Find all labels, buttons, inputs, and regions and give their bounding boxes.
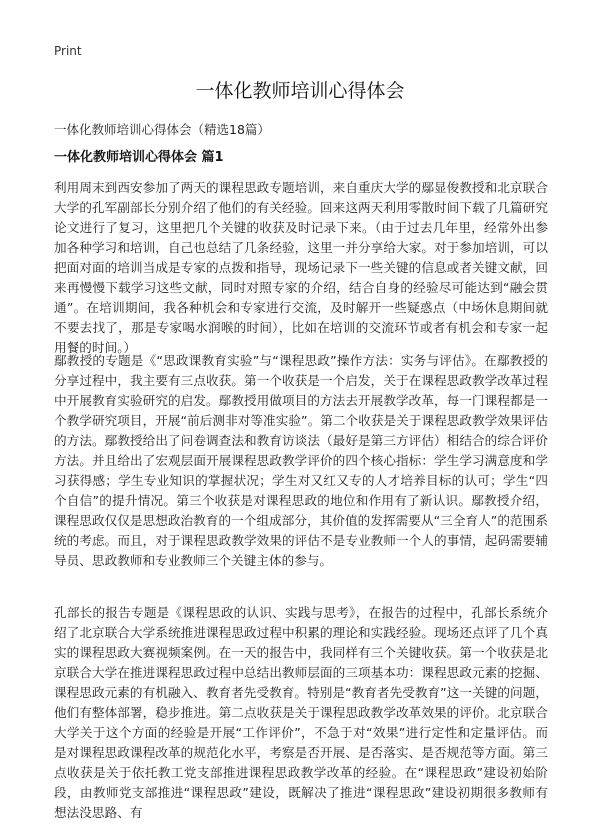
paragraph: 鄢教授的专题是《“思政课教育实验”与“课程思政”操作方法：实务与评估》。在鄢教授的分享过程中，我主要有三点收获。第一个收获是一个启发，关于在课程思政教学改革过程中开展教育实验研究的启发。鄢教授用做项目的方法去开展教学改革，每一门课程都是一个教学研究项目，开展“前后测非对等准实验”。第二个收获是关于课程思政教学效果评估的方法。鄢教授给出了问卷调查法和教育访谈法（最好是第三方评估）相结合的综合评价方法。并且给出了宏观层面开展课程思政教学评价的四个核心指标：学生学习满意度和学习获得感；学生专业知识的掌握状况；学生对又红又专的人才培养目标的认可；学生“四个自信”的提升情况。第三个收获是对课程思政的地位和作用有了新认识。鄢教授介绍，课程思政仅仅是思想政治教育的一个组成部分，其价值的发挥需要从“三全育人”的范围系统的考虑。而且，对于课程思政教学效果的评估不是专业教师一个人的事情，起码需要辅导员、思政教师和专业教师三个关键主体的参与。	[54, 353, 548, 568]
page-title: 一体化教师培训心得体会	[195, 80, 405, 102]
section-heading: 一体化教师培训心得体会 篇1	[54, 150, 224, 165]
paragraph: 利用周末到西安参加了两天的课程思政专题培训，来自重庆大学的鄢显俊教授和北京联合大学的孔军副部长分别介绍了他们的有关经验。回来这两天利用零散时间下载了几篇研究论文进行了复习，这里把几个关键的收获及时记录下来。（由于过去几年里，经常外出参加各种学习和培训，自己也总结了几条经验，这里一并分享给大家。对于参加培训，可以把面对面的培训当成是专家的点拨和指导，现场记录下一些关键的信息或者关键文献，回来再慢慢下载学习这些文献，同时对照专家的介绍，结合自身的经验尽可能达到“融会贯通”。在培训期间，我各种机会和专家进行交流，及时解开一些疑惑点（中场休息期间就不要去找了，那是专家喝水润喉的时间），比如在培训的交流环节或者有机会和专家一起用餐的时间。）	[54, 180, 548, 355]
print-link[interactable]: Print	[54, 44, 82, 58]
paragraph: 孔部长的报告专题是《课程思政的认识、实践与思考》，在报告的过程中，孔部长系统介绍了北京联合大学系统推进课程思政过程中积累的理论和实践经验。现场还点评了几个真实的课程思政大赛视频案例。在一天的报告中，我同样有三个关键收获。第一个收获是北京联合大学在推进课程思政过程中总结出教师层面的三项基本功：课程思政元素的挖掘、课程思政元素的有机融入、教育者先受教育。特别是“教育者先受教育”这一关键的问题，他们有整体部署，稳步推进。第二点收获是关于课程思政教学改革效果的评价。北京联合大学关于这个方面的经验是开展“工作评价”，不急于对“效果”进行定性和定量评估。而是对课程思政课程改革的规范化水平，考察是否开展、是否落实、是否规范等方面。第三点收获是关于依托教工党支部推进课程思政教学改革的经验。在“课程思政”建设初始阶段，由教师党支部推进“课程思政”建设，既解决了推进“课程思政”建设初期很多教师有想法没思路、有	[54, 605, 548, 820]
document-subtitle: 一体化教师培训心得体会（精选18篇）	[54, 122, 270, 137]
